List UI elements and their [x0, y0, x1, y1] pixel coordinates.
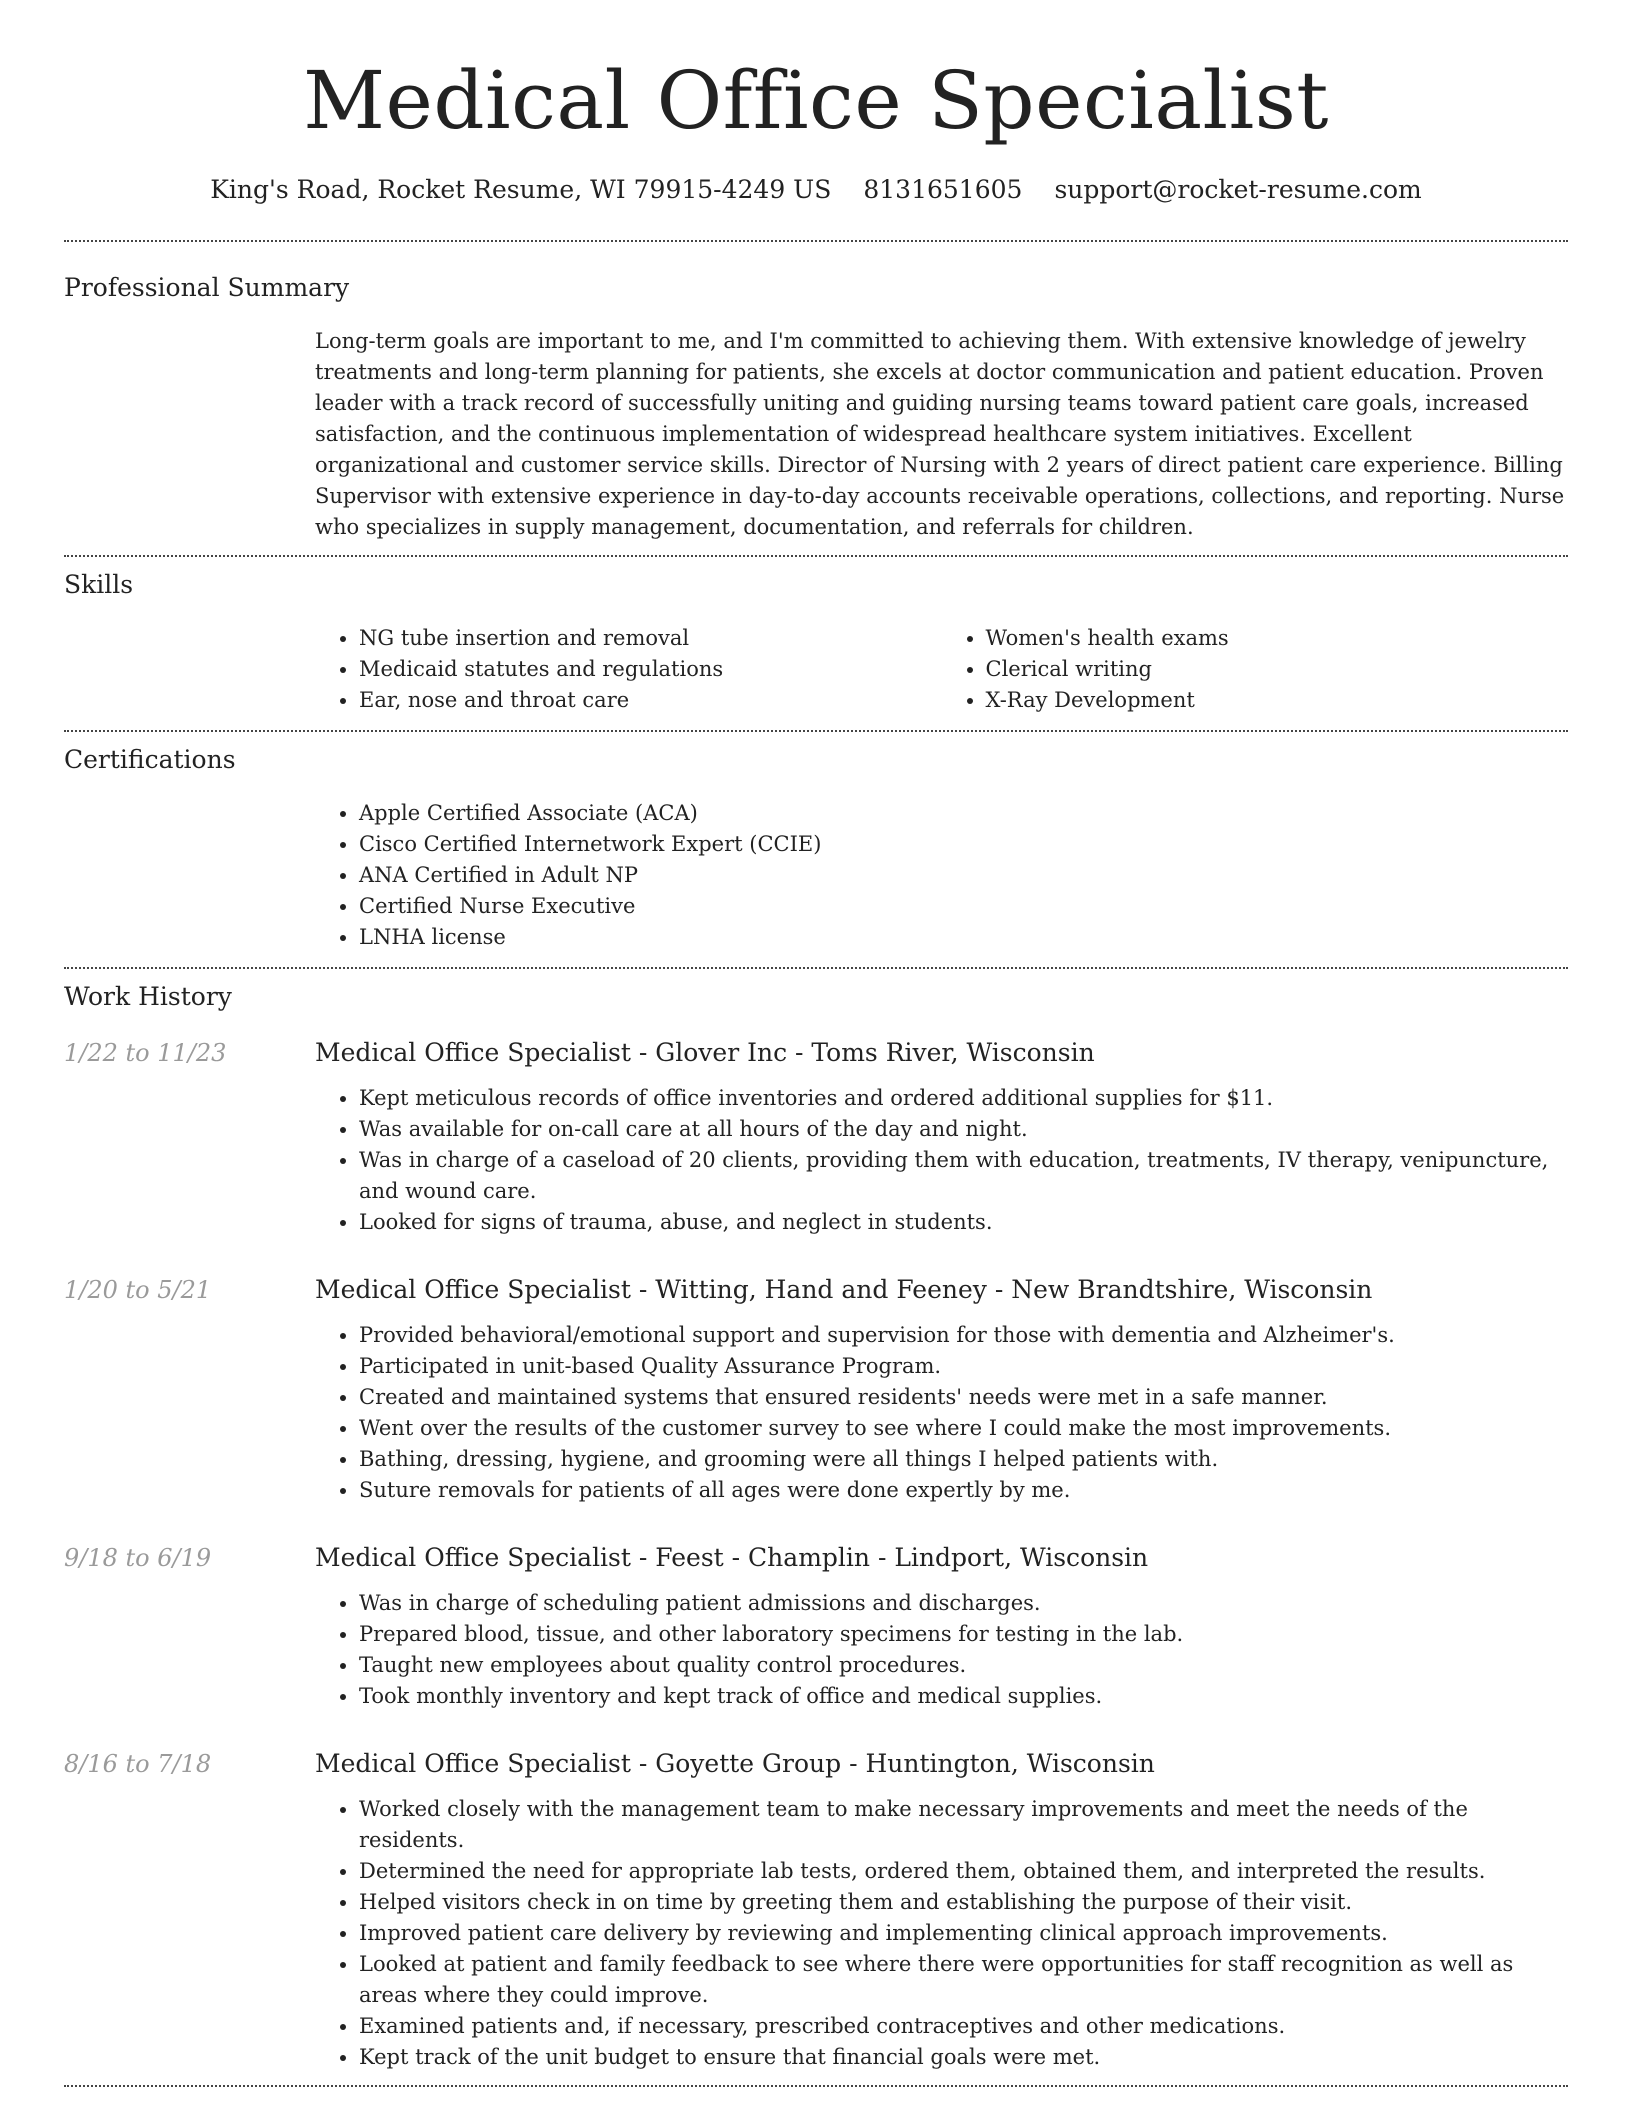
list-item: • Worked closely with the management team to make necessary improvements and meet the needs of the residents.: [359, 1794, 1568, 1856]
job-title: Medical Office Specialist - Feest - Champlin - Lindport, Wisconsin: [315, 1543, 1149, 1572]
list-item: • Went over the results of the customer survey to see where I could make the most improvements.: [359, 1413, 1568, 1444]
summary-body: [315, 326, 1568, 543]
list-item: • Determined the need for appropriate lab tests, ordered them, obtained them, and interpreted the results.: [359, 1856, 1568, 1887]
list-item: • Participated in unit-based Quality Assurance Program.: [359, 1351, 1568, 1382]
list-item: • Bathing, dressing, hygiene, and grooming were all things I helped patients with.: [359, 1444, 1568, 1475]
job-bullets: [315, 1320, 1568, 1506]
list-item: • Cisco Certified Internetwork Expert (CCIE): [359, 829, 1568, 860]
list-item: • Took monthly inventory and kept track of office and medical supplies.: [359, 1681, 1568, 1712]
summary-text: Long-term goals are important to me, and I'm committed to achieving them. With extensive knowledge of jewelry treatments and long-term planning for patients, she excels at doctor communication and patient education. Proven leader with a track record of successfully uniting and guiding nursing teams toward patient care goals, increased satisfaction, and the continuous implementation of widespread healthcare system initiatives. Excellent organizational and customer service skills. Director of Nursing with 2 years of direct patient care experience. Billing Supervisor with extensive experience in day-to-day accounts receivable operations, collections, and reporting. Nurse who specializes in supply management, documentation, and referrals for children.: [315, 329, 1565, 539]
list-item: • Suture removals for patients of all ages were done expertly by me.: [359, 1475, 1568, 1506]
job-dates: 1/20 to 5/21: [64, 1276, 212, 1304]
list-item: • Was available for on-call care at all hours of the day and night.: [359, 1114, 1568, 1145]
list-item: • Kept track of the unit budget to ensure that financial goals were met.: [359, 2042, 1568, 2073]
summary-heading: Professional Summary: [64, 273, 350, 302]
list-item: • Women's health exams: [986, 623, 1569, 654]
list-item: • Was in charge of a caseload of 20 clients, providing them with education, treatments, IV therapy, venipuncture, and wound care.: [359, 1145, 1568, 1207]
work-section: [64, 969, 1568, 2073]
job-dates: 9/18 to 6/19: [64, 1544, 212, 1572]
job-entry: [64, 1542, 1568, 1712]
skills-heading: Skills: [64, 570, 134, 599]
divider: [64, 2085, 1568, 2087]
contact-line: [64, 174, 1568, 206]
certifications-section: [64, 732, 1568, 953]
certifications-list: [315, 798, 1568, 953]
skills-grid: [315, 623, 1568, 716]
list-item: • Provided behavioral/emotional support and supervision for those with dementia and Alzheimer's.: [359, 1320, 1568, 1351]
job-bullets: [315, 1083, 1568, 1238]
list-item: • Prepared blood, tissue, and other laboratory specimens for testing in the lab.: [359, 1619, 1568, 1650]
list-item: • Taught new employees about quality control procedures.: [359, 1650, 1568, 1681]
resume-page: [64, 0, 1568, 2087]
list-item: • Looked at patient and family feedback to see where there were opportunities for staff recognition as well as areas where they could improve.: [359, 1949, 1568, 2011]
list-item: • X-Ray Development: [986, 685, 1569, 716]
work-heading: Work History: [64, 982, 232, 1011]
job-details: [315, 1274, 1568, 1506]
job-title: Medical Office Specialist - Goyette Group - Huntington, Wisconsin: [315, 1749, 1155, 1778]
list-item: • LNHA license: [359, 922, 1568, 953]
contact-address: King's Road, Rocket Resume, WI 79915-4249 US: [210, 175, 832, 204]
certifications-heading: Certifications: [64, 745, 236, 774]
list-item: • Kept meticulous records of office inventories and ordered additional supplies for $11.: [359, 1083, 1568, 1114]
contact-email: support@rocket-resume.com: [1054, 175, 1422, 204]
list-item: • Improved patient care delivery by reviewing and implementing clinical approach improvements.: [359, 1918, 1568, 1949]
list-item: • Medicaid statutes and regulations: [359, 654, 942, 685]
certifications-body: [315, 798, 1568, 953]
list-item: • NG tube insertion and removal: [359, 623, 942, 654]
contact-phone: 8131651605: [863, 175, 1023, 204]
list-item: • Helped visitors check in on time by greeting them and establishing the purpose of their visit.: [359, 1887, 1568, 1918]
skills-list-right: [942, 623, 1569, 716]
job-details: [315, 1748, 1568, 2073]
list-item: • Created and maintained systems that ensured residents' needs were met in a safe manner.: [359, 1382, 1568, 1413]
list-item: • Apple Certified Associate (ACA): [359, 798, 1568, 829]
job-bullets: [315, 1588, 1568, 1712]
job-title: Medical Office Specialist - Witting, Hand and Feeney - New Brandtshire, Wisconsin: [315, 1275, 1373, 1304]
list-item: • ANA Certified in Adult NP: [359, 860, 1568, 891]
list-item: • Looked for signs of trauma, abuse, and neglect in students.: [359, 1207, 1568, 1238]
job-entry: [64, 1748, 1568, 2073]
resume-title: Medical Office Specialist: [303, 54, 1329, 147]
job-entry: [64, 1274, 1568, 1506]
list-item: • Was in charge of scheduling patient admissions and discharges.: [359, 1588, 1568, 1619]
list-item: • Clerical writing: [986, 654, 1569, 685]
list-item: • Ear, nose and throat care: [359, 685, 942, 716]
job-dates: 8/16 to 7/18: [64, 1750, 212, 1778]
skills-section: [64, 557, 1568, 716]
skills-list-left: [315, 623, 942, 716]
job-dates: 1/22 to 11/23: [64, 1039, 227, 1067]
list-item: • Certified Nurse Executive: [359, 891, 1568, 922]
list-item: • Examined patients and, if necessary, prescribed contraceptives and other medications.: [359, 2011, 1568, 2042]
summary-section: [64, 242, 1568, 543]
job-details: [315, 1037, 1568, 1238]
resume-header: [64, 0, 1568, 206]
job-title: Medical Office Specialist - Glover Inc - Toms River, Wisconsin: [315, 1038, 1095, 1067]
job-details: [315, 1542, 1568, 1712]
job-entry: [64, 1037, 1568, 1238]
job-bullets: [315, 1794, 1568, 2073]
